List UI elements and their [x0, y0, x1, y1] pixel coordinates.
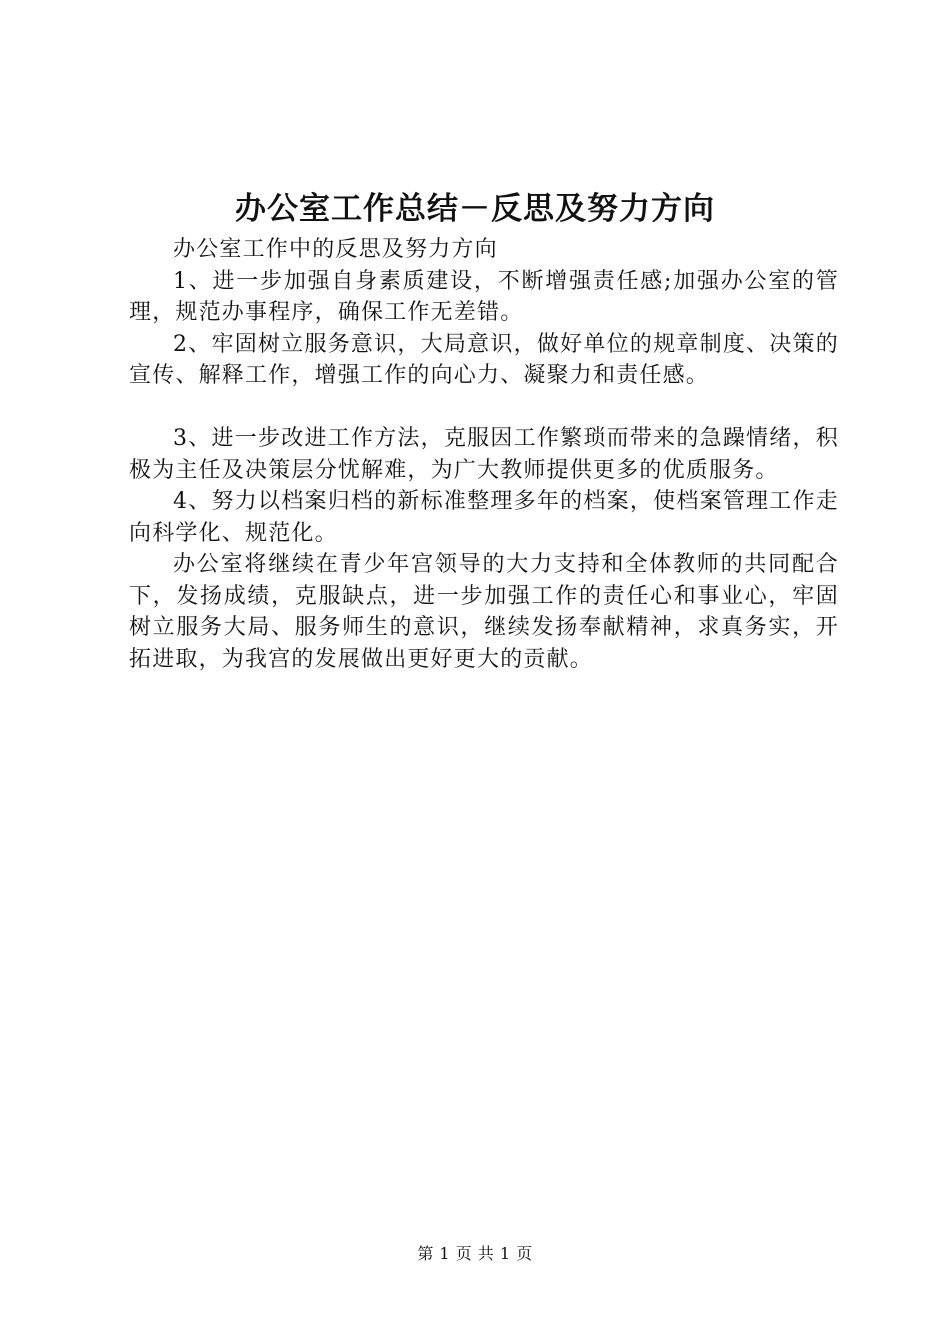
document-body [129, 234, 839, 675]
document-title: 办公室工作总结－反思及努力方向 [235, 191, 715, 227]
item-4-paragraph: 4、努力以档案归档的新标准整理多年的档案，使档案管理工作走向科学化、规范化。 [129, 489, 839, 546]
item-2-paragraph: 2、牢固树立服务意识，大局意识，做好单位的规章制度、决策的宣传、解释工作，增强工作的向心力、凝聚力和责任感。 [129, 331, 839, 388]
item-3-paragraph: 3、进一步改进工作方法，克服因工作繁琐而带来的急躁情绪，积极为主任及决策层分忧解难，为广大教师提供更多的优质服务。 [129, 426, 839, 483]
closing-paragraph: 办公室将继续在青少年宫领导的大力支持和全体教师的共同配合下，发扬成绩，克服缺点，进一步加强工作的责任心和事业心，牢固树立服务大局、服务师生的意识，继续发扬奉献精神，求真务实，开拓进取，为我宫的发展做出更好更大的贡献。 [129, 552, 839, 672]
item-1-paragraph: 1、进一步加强自身素质建设，不断增强责任感;加强办公室的管理，规范办事程序，确保工作无差错。 [129, 268, 839, 325]
page-footer: 第 1 页 共 1 页 [417, 1244, 533, 1263]
intro-paragraph: 办公室工作中的反思及努力方向 [173, 237, 498, 262]
